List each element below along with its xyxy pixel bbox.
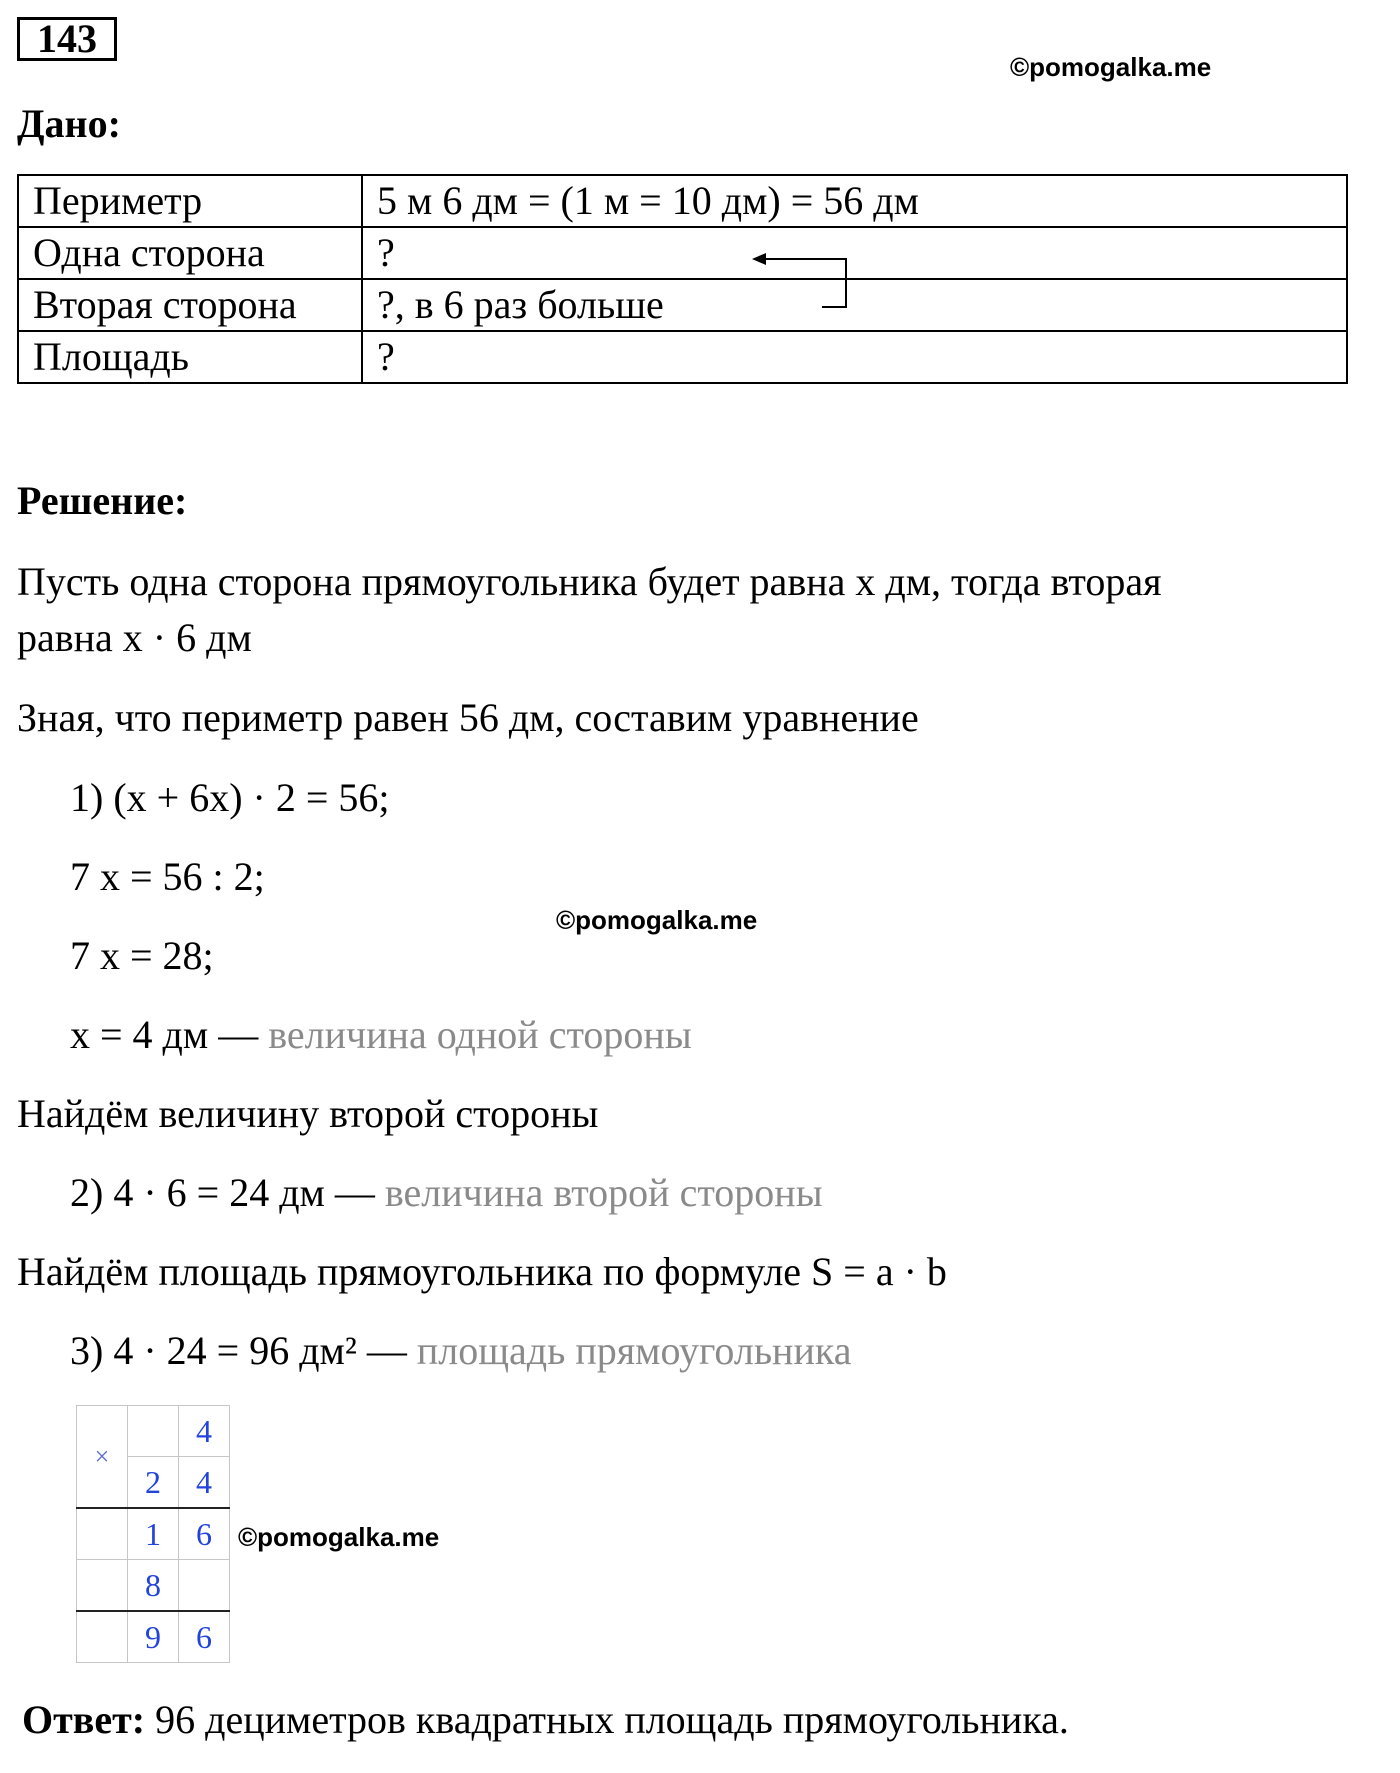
step-1c: 7 x = 28; (70, 933, 214, 978)
mult-cell: 8 (128, 1560, 179, 1612)
mult-row (77, 1406, 230, 1457)
step-3-note: площадь прямоугольника (416, 1328, 852, 1373)
given-value: ? (362, 331, 1347, 383)
mult-cell: 6 (179, 1508, 230, 1560)
given-row-side-two (18, 279, 1347, 331)
multiply-sign-icon: × (77, 1406, 128, 1509)
mult-cell (77, 1560, 128, 1612)
step-1d (70, 1007, 692, 1063)
step-1d-note: величина одной стороны (268, 1012, 692, 1057)
given-row-perimeter (18, 175, 1347, 227)
given-row-area (18, 331, 1347, 383)
mult-cell (179, 1560, 230, 1612)
step-2-note: величина второй стороны (384, 1170, 823, 1215)
mult-row (77, 1508, 230, 1560)
given-value: ? (362, 227, 1347, 279)
given-heading: Дано: (17, 101, 121, 146)
column-multiplication (76, 1405, 230, 1663)
given-table (17, 174, 1348, 384)
solution-heading: Решение: (17, 478, 188, 523)
step-3-expression: 3) 4 · 24 = 96 дм² — (70, 1328, 407, 1373)
mult-cell (77, 1611, 128, 1663)
step-1: 1) (x + 6x) · 2 = 56; (70, 775, 390, 820)
step-2-expression: 2) 4 · 6 = 24 дм — (70, 1170, 375, 1215)
given-value: ?, в 6 раз больше (362, 279, 1347, 331)
equation-intro: Зная, что периметр равен 56 дм, составим уравнение (17, 695, 919, 740)
mult-cell (128, 1406, 179, 1457)
mult-cell: 9 (128, 1611, 179, 1663)
given-label: Одна сторона (18, 227, 362, 279)
mult-row (77, 1560, 230, 1612)
problem-number: 143 (17, 17, 117, 61)
answer (22, 1692, 1069, 1748)
mult-row (77, 1611, 230, 1663)
watermark-bottom: ©pomogalka.me (238, 1522, 440, 1552)
solution-intro-line2: равна x · 6 дм (17, 615, 252, 660)
given-label: Периметр (18, 175, 362, 227)
solution-intro-line1: Пусть одна сторона прямоугольника будет равна x дм, тогда вторая (17, 559, 1162, 604)
given-label: Вторая сторона (18, 279, 362, 331)
answer-label: Ответ: (22, 1697, 146, 1742)
watermark-top: ©pomogalka.me (1010, 52, 1212, 82)
given-row-side-one (18, 227, 1347, 279)
relation-arrow-icon (750, 245, 860, 315)
step-1b: 7 x = 56 : 2; (70, 854, 265, 899)
answer-text: 96 дециметров квадратных площадь прямоугольника. (155, 1697, 1069, 1742)
mult-cell: 4 (179, 1457, 230, 1509)
find-area: Найдём площадь прямоугольника по формуле S = a · b (17, 1249, 947, 1294)
watermark-middle: ©pomogalka.me (556, 905, 758, 935)
mult-cell (77, 1508, 128, 1560)
given-label: Площадь (18, 331, 362, 383)
find-second-side: Найдём величину второй стороны (17, 1091, 599, 1136)
step-1d-expression: x = 4 дм — (70, 1012, 259, 1057)
step-3 (70, 1323, 851, 1379)
mult-cell: 1 (128, 1508, 179, 1560)
given-value: 5 м 6 дм = (1 м = 10 дм) = 56 дм (362, 175, 1347, 227)
step-2 (70, 1165, 823, 1221)
mult-cell: 2 (128, 1457, 179, 1509)
mult-cell: 4 (179, 1406, 230, 1457)
mult-cell: 6 (179, 1611, 230, 1663)
